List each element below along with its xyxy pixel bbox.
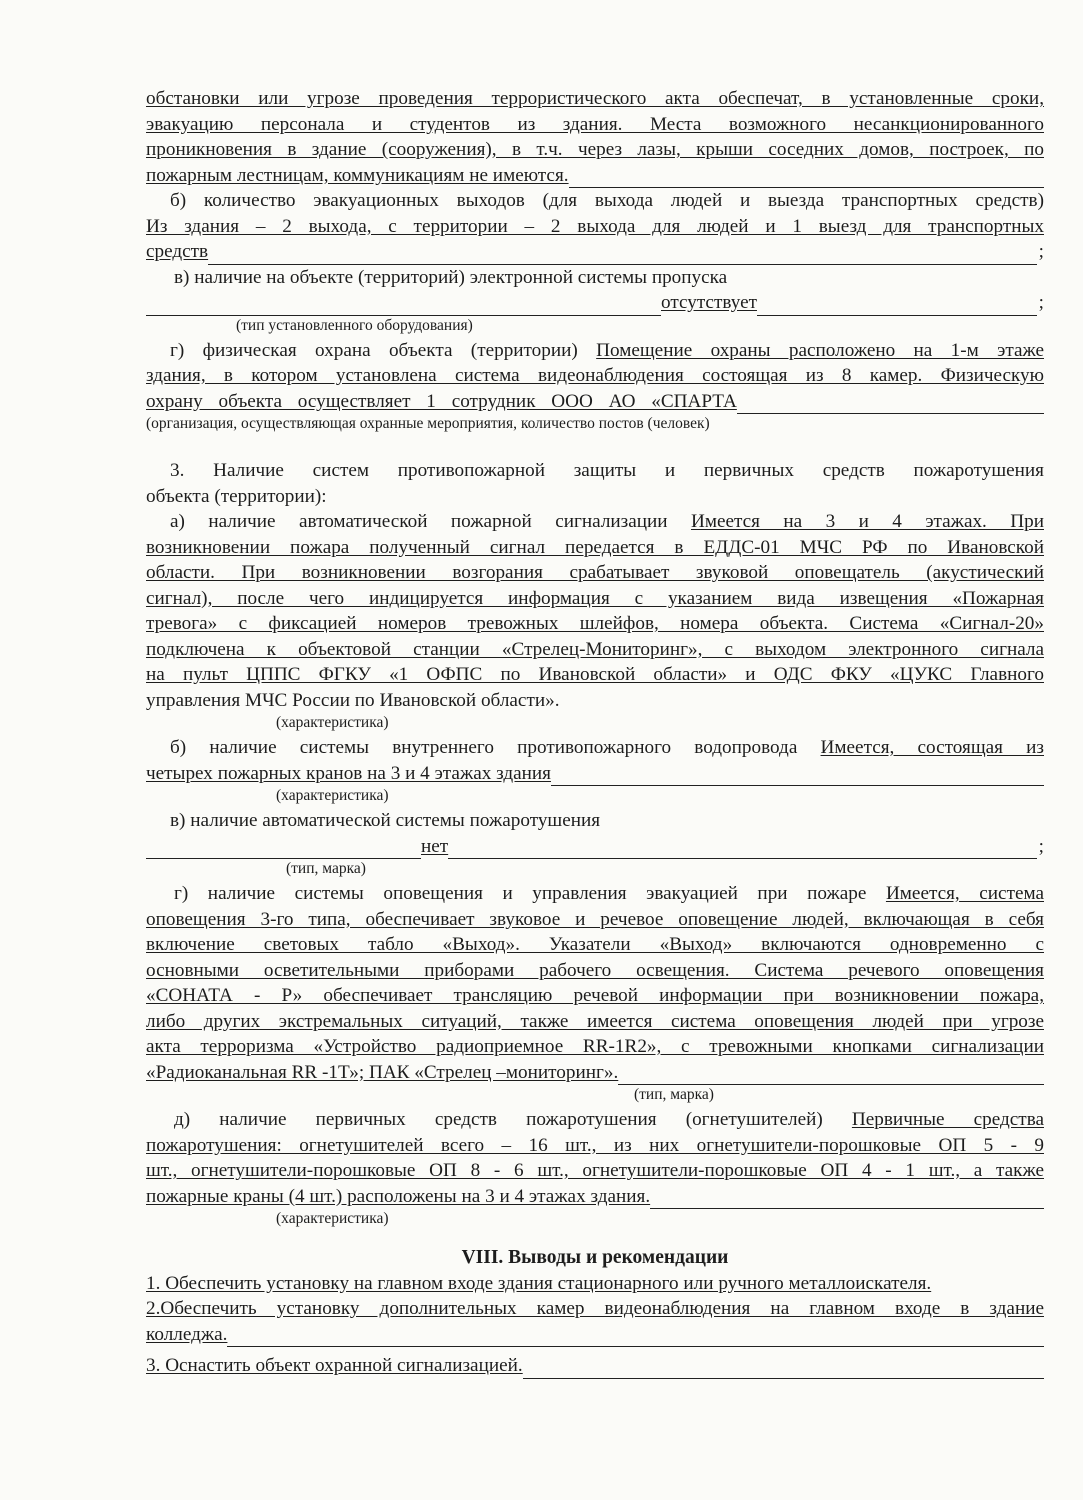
text-line: эвакуацию персонала и студентов из здания. Места возможного несанкционированного — [146, 113, 1044, 135]
item-3g-value-end — [146, 1060, 1044, 1086]
item-3d-value-end — [146, 1184, 1044, 1210]
item-3g-value: Имеется, система — [885, 883, 1044, 904]
text-line: проникновения в здание (сооружения), в т.ч. через лазы, крыши соседних домов, построек, по — [146, 139, 1044, 160]
text-line: управления МЧС России по Ивановской области». — [146, 689, 560, 711]
caption: (характеристика) — [276, 787, 389, 804]
item-2b-label: б) количество эвакуационных выходов (для выхода людей и выезда транспортных средств) — [170, 190, 1044, 211]
recommendation-2-end — [146, 1322, 1044, 1348]
caption: (характеристика) — [276, 714, 389, 731]
fill-line — [569, 167, 1044, 188]
fill-line — [227, 1326, 1044, 1347]
item-2g-value: Помещение охраны расположено на 1-м этаже — [596, 339, 1044, 361]
text-line: основными осветительными приборами рабочего освещения. Система речевого оповещения — [146, 959, 1044, 981]
item-2b-value-2: средств — [146, 241, 209, 262]
text-line: тревога» с фиксацией номеров тревожных шлейфов, номера объекта. Система «Сигнал-20» — [146, 613, 1044, 634]
semicolon: ; — [1038, 292, 1044, 313]
text-line: оповещения 3-го типа, обеспечивает звуковое и речевое оповещение людей, включающая в себя — [146, 908, 1044, 930]
text-line: либо других экстремальных ситуаций, также имеется система оповещения людей при угрозе — [146, 1010, 1044, 1032]
recommendation-3: 3. Оснастить объект охранной сигнализацией. — [146, 1355, 523, 1376]
fill-line — [618, 1064, 1044, 1085]
item-3g-row — [146, 881, 1044, 907]
text-line: здания, в котором установлена система видеонаблюдения состоящая из 8 камер. Физическую — [146, 365, 1044, 386]
text-line: четырех пожарных кранов на 3 и 4 этажах здания — [146, 762, 551, 784]
text-line-filled — [146, 163, 1044, 189]
text-line: охрану объекта осуществляет 1 сотрудник ООО АО «СПАРТА — [146, 390, 737, 412]
text-line: сигнал), после чего индицируется информация с указанием вида извещения «Пожарная — [146, 587, 1044, 609]
text-line: на пульт ЦППС ФГКУ «1 ОФПС по Ивановской области» и ОДС ФКУ «ЦУКС Главного — [146, 664, 1044, 685]
section8-heading: VIII. Выводы и рекомендации — [461, 1247, 729, 1268]
item-2g-value-end — [146, 389, 1044, 415]
item-3d-value: Первичные средства — [851, 1109, 1044, 1130]
item-2v-label: в) наличие на объекте (территорий) электронной системы пропуска — [174, 266, 728, 288]
item-2b-value: Из здания – 2 выхода, с территории – 2 выхода для людей и 1 выезд для транспортных — [146, 215, 1044, 237]
recommendation-2: 2.Обеспечить установку дополнительных камер видеонаблюдения на главном входе в здание — [146, 1298, 1044, 1319]
item-3a-value: Имеется на 3 и 4 этажах. При — [690, 511, 1044, 532]
item-3d-row — [146, 1107, 1044, 1133]
text-line: пожарные краны (4 шт.) расположены на 3 и 4 этажах здания. — [146, 1185, 651, 1207]
item-2g-label: г) физическая охрана объекта (территории) — [170, 339, 578, 361]
text-line: подключена к объектовой станции «Стрелец-Мониторинг», с выходом электронного сигнала — [146, 638, 1044, 660]
item-3a-row — [146, 509, 1044, 535]
fill-line — [208, 244, 1037, 265]
item-3b-value: Имеется, состоящая из — [820, 737, 1044, 758]
text-line: шт., огнетушители-порошковые ОП 8 - 6 шт., огнетушители-порошковые ОП 4 - 1 шт., а также — [146, 1160, 1044, 1181]
document-page — [146, 86, 1044, 1379]
text-line: пожаротушения: огнетушителей всего – 16 шт., из них огнетушители-порошковые ОП 5 - 9 — [146, 1134, 1044, 1156]
caption: (тип, марка) — [286, 860, 366, 877]
semicolon: ; — [1038, 241, 1044, 262]
item-3d-label: д) наличие первичных средств пожаротушения (огнетушителей) — [174, 1109, 823, 1130]
fill-line — [650, 1188, 1044, 1209]
item-2v-value-row — [146, 290, 1044, 316]
semicolon: ; — [1038, 835, 1044, 857]
text-line: обстановки или угрозе проведения террористического акта обеспечат, в установленные сроки, — [146, 88, 1044, 109]
recommendation-3-row — [146, 1353, 1044, 1379]
text-line: «Радиоканальная RR -1Т»; ПАК «Стрелец –мониторинг». — [146, 1061, 619, 1083]
item-3v-value-row — [146, 834, 1044, 860]
item-2v-value: отсутствует — [661, 292, 757, 313]
text-line: включение световых табло «Выход». Указатели «Выход» включаются одновременно с — [146, 934, 1044, 955]
fill-line — [523, 1358, 1044, 1379]
fill-line — [551, 765, 1044, 786]
item-3v-value: нет — [421, 835, 449, 857]
item-3b-label: б) наличие системы внутреннего противопожарного водопровода — [170, 737, 798, 758]
caption: (характеристика) — [276, 1210, 389, 1227]
item-3v-label: в) наличие автоматической системы пожаротушения — [170, 810, 601, 831]
recommendation-2-cont: колледжа. — [146, 1323, 228, 1345]
item-3g-label: г) наличие системы оповещения и управления эвакуацией при пожаре — [174, 883, 867, 904]
item-3b-value-end — [146, 761, 1044, 787]
fill-line — [757, 295, 1037, 316]
item-3a-label: а) наличие автоматической пожарной сигнализации — [170, 511, 668, 532]
fill-line — [146, 295, 661, 316]
text-line: области. При возникновении возгорания срабатывает звуковой оповещатель (акустический — [146, 562, 1044, 583]
section3-title-2: объекта (территории): — [146, 485, 327, 507]
item-2g-row — [146, 338, 1044, 364]
item-2b-value-end — [146, 239, 1044, 265]
text-line: «СОНАТА - Р» обеспечивает трансляцию речевой информации при возникновении пожара, — [146, 985, 1044, 1006]
item-3b-row — [146, 735, 1044, 761]
fill-line — [737, 393, 1044, 414]
caption: (тип установленного оборудования) — [236, 316, 473, 334]
text-line: пожарным лестницам, коммуникациям не имеются. — [146, 164, 569, 186]
caption: (организация, осуществляющая охранные мероприятия, количество постов (человек) — [146, 415, 710, 432]
recommendation-1: 1. Обеспечить установку на главном входе здания стационарного или ручного металлоискателя. — [146, 1272, 932, 1294]
caption: (тип, марка) — [634, 1086, 714, 1103]
text-line: возникновении пожара полученный сигнал передается в ЕДДС-01 МЧС РФ по Ивановской — [146, 536, 1044, 558]
fill-line — [448, 838, 1036, 859]
fill-line — [146, 838, 421, 859]
section3-title: 3. Наличие систем противопожарной защиты и первичных средств пожаротушения — [170, 460, 1044, 481]
text-line: акта терроризма «Устройство радиоприемное RR-1R2», с тревожными кнопками сигнализации — [146, 1036, 1044, 1057]
